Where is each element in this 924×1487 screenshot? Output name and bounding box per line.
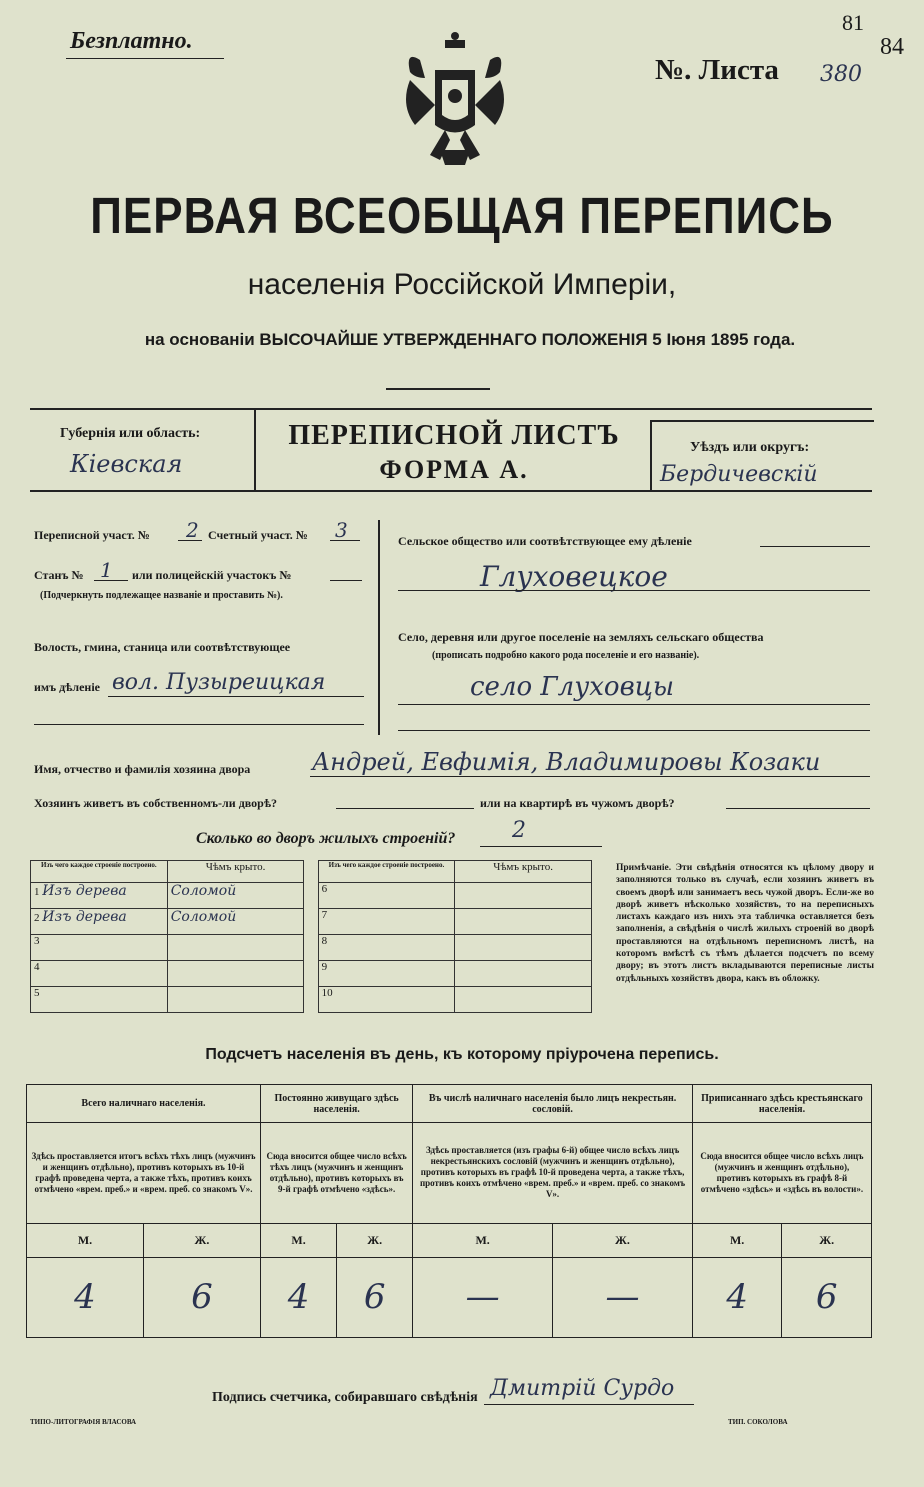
stan-label: Станъ № bbox=[34, 568, 84, 582]
building-cell bbox=[318, 883, 455, 909]
row-number: 10 bbox=[321, 987, 333, 999]
basis-line: на основаніи ВЫСОЧАЙШЕ УТВЕРЖДЕННАГО ПОЛОЖЕНІЯ 5 Іюня 1895 года. bbox=[144, 330, 796, 349]
sheet-number-value: 380 bbox=[820, 62, 862, 87]
subtitle: населенія Россійской Имперіи, bbox=[247, 268, 677, 301]
row-number: 6 bbox=[321, 883, 328, 895]
m-label: М. bbox=[27, 1223, 144, 1257]
stan-value: 1 bbox=[100, 558, 113, 582]
building-cell bbox=[318, 961, 455, 987]
building-material: Изъ дерева bbox=[42, 909, 127, 925]
m-label: М. bbox=[261, 1223, 337, 1257]
sheet-number-label: №. Листа bbox=[655, 54, 779, 86]
building-cell bbox=[455, 909, 592, 935]
building-cell bbox=[318, 987, 455, 1013]
form-title: ПЕРЕПИСНОЙ ЛИСТЪ bbox=[288, 420, 620, 451]
uezd-value: Бердичевскій bbox=[660, 462, 818, 487]
pop-col-4-desc: Сюда вносится общее число всѣхъ лицъ (мужчинъ и женщинъ отдѣльно), противъ которыхъ въ графѣ 8-й отмѣчено «здѣсь» и «здѣсь въ волости». bbox=[692, 1123, 871, 1223]
building-cell bbox=[167, 987, 304, 1013]
free-underline bbox=[66, 58, 224, 59]
population-heading: Подсчетъ населенія въ день, къ которому пріурочена перепись. bbox=[205, 1046, 719, 1063]
table-row bbox=[31, 961, 592, 987]
counting-district-line bbox=[330, 540, 360, 541]
pop-col-2-desc: Сюда вносится общее число всѣхъ тѣхъ лицъ (мужчинъ и женщинъ отдѣльно), противъ которыхъ въ 9-й графѣ отмѣчено «здѣсь». bbox=[261, 1123, 413, 1223]
census-district-line bbox=[178, 540, 202, 541]
col-material-header-left: Изъ чего каждое строеніе построено. bbox=[31, 861, 168, 883]
population-table bbox=[26, 1084, 872, 1338]
row-number: 5 bbox=[34, 987, 40, 999]
top-note-1: 81 bbox=[842, 10, 864, 35]
free-label: Безплатно. bbox=[70, 28, 193, 54]
building-cell bbox=[455, 883, 592, 909]
village-line-2 bbox=[398, 730, 870, 731]
building-cell bbox=[31, 961, 168, 987]
owner-rent-label: или на квартирѣ въ чужомъ дворѣ? bbox=[480, 796, 675, 810]
building-cell bbox=[167, 883, 304, 909]
building-cell bbox=[455, 987, 592, 1013]
owner-name-value: Андрей, Евфимія, Владимировы Козаки bbox=[312, 748, 821, 776]
counting-district-value: 3 bbox=[335, 518, 348, 542]
f-label: Ж. bbox=[553, 1223, 693, 1257]
note-text: Примѣчаніе. Эти свѣдѣнія относятся къ цѣлому двору и заполняются только въ случаѣ, если хозяинъ живетъ въ своемъ дворѣ или занимаетъ весь чужой дворъ. Если-же во дворѣ живетъ нѣсколько хозяйствъ, то на переписныхъ листахъ каждаго изъ нихъ эта табличка оставляется безъ заполненія, а свѣдѣнія о числѣ жилыхъ строеній во дворѣ проставляются на отдѣльномъ переписномъ листѣ, на которомъ вмѣстѣ съ тѣмъ дѣлается подсчетъ по всему двору; въ этотъ листъ вкладываются переписные листы отдѣльныхъ хозяйствъ двора, какъ въ обложку. bbox=[616, 863, 874, 984]
building-cell bbox=[318, 935, 455, 961]
volost-line bbox=[108, 696, 364, 697]
volost-line-2 bbox=[34, 724, 364, 725]
village-label: Село, деревня или другое поселеніе на земляхъ сельскаго общества bbox=[398, 630, 764, 644]
stan-or-line bbox=[330, 580, 362, 581]
main-title: ПЕРВАЯ ВСЕОБЩАЯ ПЕРЕПИСЬ bbox=[90, 188, 834, 245]
census-district-label: Переписной участ. № bbox=[34, 528, 150, 542]
spacer bbox=[304, 861, 318, 883]
stan-note: (Подчеркнуть подлежащее названіе и проставить №). bbox=[40, 590, 283, 601]
uezd-label: Уѣздъ или округъ: bbox=[690, 440, 810, 455]
buildings-line bbox=[480, 846, 602, 847]
f-label: Ж. bbox=[337, 1223, 413, 1257]
building-cell bbox=[455, 961, 592, 987]
building-cell bbox=[31, 909, 168, 935]
table-row bbox=[31, 909, 592, 935]
gubernia-value: Кіевская bbox=[70, 450, 183, 478]
row-number: 9 bbox=[321, 961, 328, 973]
signature-label: Подпись счетчика, собиравшаго свѣдѣнія bbox=[212, 1390, 478, 1405]
table-row bbox=[31, 935, 592, 961]
spacer bbox=[304, 909, 318, 935]
society-label: Сельское общество или соотвѣтствующее ему дѣленіе bbox=[398, 534, 692, 548]
pop-col-4-m: 4 bbox=[692, 1257, 782, 1337]
col-roof-header-right: Чѣмъ крыто. bbox=[455, 861, 592, 883]
row-number: 1 bbox=[34, 886, 40, 898]
buildings-label: Сколько во дворъ жилыхъ строеній? bbox=[196, 830, 456, 847]
building-cell bbox=[455, 935, 592, 961]
pop-col-1-title: Всего наличнаго населенія. bbox=[27, 1085, 261, 1123]
spacer bbox=[304, 961, 318, 987]
buildings-value: 2 bbox=[512, 818, 526, 843]
spacer bbox=[304, 935, 318, 961]
building-cell bbox=[31, 883, 168, 909]
building-cell bbox=[31, 935, 168, 961]
pop-col-2-title: Постоянно живущаго здѣсь населенія. bbox=[261, 1085, 413, 1123]
row-number: 7 bbox=[321, 909, 328, 921]
owner-name-line bbox=[310, 776, 870, 777]
volost-value: вол. Пузыреицкая bbox=[112, 670, 326, 695]
society-line bbox=[760, 546, 870, 547]
signature-value: Дмитрій Сурдо bbox=[490, 1376, 675, 1401]
m-label: М. bbox=[413, 1223, 553, 1257]
pop-col-4-title: Приписаннаго здѣсь крестьянскаго населенія. bbox=[692, 1085, 871, 1123]
volost-label-2: имъ дѣленіе bbox=[34, 680, 100, 694]
pop-col-2-m: 4 bbox=[261, 1257, 337, 1337]
stan-line bbox=[94, 580, 128, 581]
pop-col-1-f: 6 bbox=[143, 1257, 260, 1337]
building-cell bbox=[167, 909, 304, 935]
table-row bbox=[31, 987, 592, 1013]
m-label: М. bbox=[692, 1223, 782, 1257]
f-label: Ж. bbox=[782, 1223, 872, 1257]
owner-rent-line bbox=[726, 808, 870, 809]
owner-name-label: Имя, отчество и фамилія хозяина двора bbox=[34, 762, 251, 776]
eagle-emblem-icon bbox=[390, 30, 520, 175]
pop-col-3-f: — bbox=[553, 1257, 693, 1337]
row-number: 8 bbox=[321, 935, 328, 947]
society-line-2 bbox=[398, 590, 870, 591]
village-value: село Глуховцы bbox=[470, 672, 675, 702]
pop-col-1-m: 4 bbox=[27, 1257, 144, 1337]
census-district-value: 2 bbox=[186, 518, 199, 542]
form-subtitle: ФОРМА А. bbox=[379, 455, 529, 484]
row-number: 3 bbox=[34, 935, 40, 947]
building-cell bbox=[31, 987, 168, 1013]
footer-left: ТИПО-ЛИТОГРАФІЯ ВЛАСОВА bbox=[30, 1418, 137, 1426]
village-note: (прописать подробно какого рода поселеніе и его названіе). bbox=[432, 650, 700, 661]
spacer bbox=[304, 987, 318, 1013]
f-label: Ж. bbox=[143, 1223, 260, 1257]
counting-district-label: Счетный участ. № bbox=[208, 528, 308, 542]
row-number: 2 bbox=[34, 912, 40, 924]
pop-col-3-title: Въ числѣ наличнаго населенія было лицъ некрестьян. сословій. bbox=[413, 1085, 693, 1123]
owner-lives-line bbox=[336, 808, 474, 809]
pop-col-1-desc: Здѣсь проставляется итогъ всѣхъ тѣхъ лицъ (мужчинъ и женщинъ отдѣльно), противъ которыхъ въ 10-й графѣ проведена черта, а также тѣхъ, противъ коихъ отмѣчено «врем. преб.» и «врем. преб. со знакомъ V». bbox=[27, 1123, 261, 1223]
building-roof: Соломой bbox=[170, 909, 237, 925]
pop-col-2-f: 6 bbox=[337, 1257, 413, 1337]
building-roof: Соломой bbox=[170, 883, 237, 899]
building-cell bbox=[318, 909, 455, 935]
top-note-2: 84 bbox=[880, 34, 904, 60]
spacer bbox=[304, 883, 318, 909]
pop-col-3-m: — bbox=[413, 1257, 553, 1337]
col-roof-header-left: Чѣмъ крыто. bbox=[167, 861, 304, 883]
pop-col-3-desc: Здѣсь проставляется (изъ графы 6-й) общее число всѣхъ лицъ некрестьянскихъ сословій (мужчинъ и женщинъ отдѣльно), противъ которыхъ въ графѣ 10-й проведена черта, а также тѣхъ, противъ коихъ отмѣчено «врем. преб.» и «врем. преб. со знакомъ V». bbox=[413, 1123, 693, 1223]
pop-col-4-f: 6 bbox=[782, 1257, 872, 1337]
gubernia-label: Губернія или область: bbox=[60, 426, 201, 441]
building-material: Изъ дерева bbox=[42, 883, 127, 899]
society-value: Глуховецкое bbox=[480, 560, 668, 593]
owner-lives-label: Хозяинъ живетъ въ собственномъ-ли дворѣ? bbox=[34, 796, 278, 810]
footer-right: ТИП. СОКОЛОВА bbox=[728, 1418, 788, 1426]
ornament-divider bbox=[386, 388, 490, 400]
building-cell bbox=[167, 961, 304, 987]
row-number: 4 bbox=[34, 961, 40, 973]
col-material-header-right: Изъ чего каждое строеніе построено. bbox=[318, 861, 455, 883]
building-cell bbox=[167, 935, 304, 961]
buildings-table bbox=[30, 860, 592, 1013]
volost-label: Волость, гмина, станица или соотвѣтствующее bbox=[34, 640, 291, 654]
stan-or-label: или полицейскій участокъ № bbox=[132, 568, 292, 582]
signature-line bbox=[484, 1404, 694, 1405]
village-line bbox=[398, 704, 870, 705]
section-divider bbox=[378, 520, 380, 735]
table-row bbox=[31, 883, 592, 909]
